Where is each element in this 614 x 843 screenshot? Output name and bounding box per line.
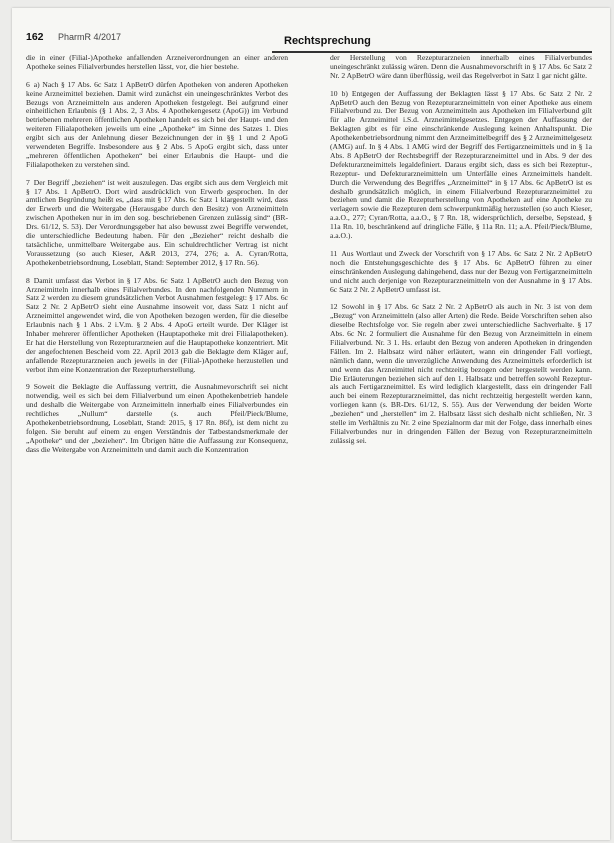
paragraph — [330, 250, 592, 295]
paragraph — [330, 54, 592, 81]
section-title: Rechtsprechung — [284, 35, 371, 47]
paragraph-text: Soweit die Beklagte die Auffassung vertritt, die Ausnahmevorschrift sei nicht notwendig, weil es sich bei dem Filialverbund um einen Apothekenbetrieb handele und deshalb die Weitergabe von Arzneimitteln innerhalb eines Filialverbundes ein rechtliches „Nullum“ darstelle (s. auch Pfeil/Pieck/Blume, Apothekenbetriebsordnung, Loseblatt, Stand: 2015, § 17 Rn. 86f), ist dem nicht zu folgen. Sie beruht auf einem zu engen Verständnis der Tatbestandsmerkmale der „Apotheke“ und der „beziehen“. Im Übrigen hätte die Auffassung zur Konsequenz, dass die Weitergabe von Arzneimitteln und damit auch die Konzentration — [26, 382, 288, 454]
paragraph-number: 10 — [330, 88, 338, 98]
paragraph — [26, 277, 288, 375]
page-number: 162 — [26, 31, 44, 43]
paragraph-number: 6 — [26, 79, 30, 89]
right-column — [330, 54, 592, 455]
document-page — [12, 8, 610, 840]
paragraph — [26, 81, 288, 170]
paragraph-text: Aus Wortlaut und Zweck der Vorschrift von § 17 Abs. 6c Satz 2 Nr. 2 ApBetrO noch die Entstehungsgeschichte des § 17 Abs. 6c ApBetrO führen zu einer einschränkenden Auslegung dahingehend, dass nur der Bezug von Fertigarzneimitteln und nicht auch derjenige von Rezepturarzneimitteln von der Ausnahme in § 17 Abs. 6c Satz 2 Nr. 2 ApBetrO umfasst ist. — [330, 248, 592, 294]
paragraph — [26, 54, 288, 72]
paragraph-text: a) Nach § 17 Abs. 6c Satz 1 ApBetrO dürfen Apotheken von anderen Apotheken keine Arzneimittel beziehen. Damit wird zunächst ein uneingeschränktes Verbot des Bezugs von Arzneimitteln aus anderen Apotheken festgelegt. Bei aufgrund einer einheitlichen Erlaubnis (§ 1 Abs. 2, 3 Abs. 4 Apothekengesetz (ApoG)) im Verbund betriebenen mehreren öffentlichen Apotheken handelt es sich bei der Haupt- und den weiteren Filialapotheken jeweils um eine „Apotheke“ im Sinne des Satzes 1. Dies ergibt sich aus der Anlehnung dieser Bezeichnungen der in §§ 1 und 2 ApoG verwendeten Begriffe. Insbesondere aus § 2 Abs. 5 ApoG ergibt sich, dass unter „mehreren öffentlichen Apotheken“ bei einer Erlaubnis die Haupt- und die Filialapotheken zu verstehen sind. — [26, 79, 288, 169]
paragraph-number: 9 — [26, 382, 30, 392]
paragraph — [330, 303, 592, 446]
journal-citation: PharmR 4/2017 — [58, 32, 122, 42]
paragraph — [26, 383, 288, 454]
left-column — [26, 54, 288, 464]
paragraph-text: der Herstellung von Rezepturarzneien innerhalb eines Filialverbundes uneingeschränkt zulässig wären. Denn die Ausnahmevorschrift in § 17 Abs. 6c Satz 2 Nr. 2 ApBetrO wäre dann überflüssig, weil das Regelverbot in Satz 1 gar nicht gälte. — [330, 53, 592, 80]
paragraph-number: 11 — [330, 248, 338, 258]
paragraph-number: 7 — [26, 177, 30, 187]
paragraph-number: 12 — [330, 302, 338, 312]
page-header — [12, 8, 610, 48]
paragraph-text: Der Begriff „beziehen“ ist weit auszulegen. Das ergibt sich aus dem Vergleich mit § 17 Abs. 1 ApBetrO. Dort wird ausdrücklich von Erwerb gesprochen. In der amtlichen Begründung heißt es, „dass mit § 17 Abs. 6c Satz 1 klargestellt wird, dass der Erwerb und die Weitergabe (Herausgabe durch den Besitz) von Arzneimitteln zwischen Apotheken nur in im den sog. beschriebenen Grenzen zulässig sind“ (BR-Drs. 61/12, S. 53). Der Verordnungsgeber hat also bewusst zwei Begriffe verwendet, die unterschiedliche Bedeutung haben. Für den „Bezieher“ reicht deshalb die tatsächliche, unmittelbare Weitergabe aus. Ein schuldrechtlicher Vertrag ist nicht Voraussetzung (so auch Kieser, A&R 2013, 274, 276; a. A. Cyran/Rotta, Apothekenbetriebsordnung, Loseblatt, Stand: September 2012, § 17 Rn. 56). — [26, 177, 288, 267]
paragraph-text: b) Entgegen der Auffassung der Beklagten lässt § 17 Abs. 6c Satz 2 Nr. 2 ApBetrO auch den Bezug von Rezepturarzneimitteln von einer Apotheke aus einem Filialverbund zu. Der Bezug von Arzneimitteln aus Apotheken im Filialverbund gilt für alle Arzneimittel i.S.d. Arzneimittelgesetzes. Entgegen der Auffassung der Beklagten gibt es für eine einschränkende Auslegung keinen Anhaltspunkt. Die Apothekenbetriebsordnung nimmt den Arzneimittelbegriff des § 2 Arzneimittelgesetz (AMG) auf. In § 4 Abs. 1 AMG wird der Begriff des Fertigarzneimittels und in § 1a Abs. 8 ApBetrO der Rechtsbegriff der Rezepturarzneimittel und in Abs. 9 der des Defekturarzneimittels legaldefiniert. Daraus ergibt sich, dass es sich bei Rezeptur-, Rezeptur- und Defekturarzneimitteln um Unterfälle eines Arzneimittels handelt. Durch die Verwendung des Begriffes „Arzneimittel“ in § 17 Abs. 6c ApBetrO ist es deshalb grundsätzlich möglich, in einem Filialverbund Rezepturarzneimittel zu beziehen und damit die Rezepturherstellung von Apotheken auf eine Apotheke zu verlagern sowie die Rezepturen dem schwerpunktmäßig herzustellen (so auch Kieser, a.a.O., 277; Cyran/Rotta, a.a.O., § 7 Rn. 18, widersprüchlich, derselbe, Sepstead, § 11a Rn. 10, beschränkend auf dringliche Fälle, § 11a Rn. 11; a.A. Pfeil/Pieck/Blume, a.a.O.). — [330, 88, 592, 241]
paragraph-number: 8 — [26, 275, 30, 285]
paragraph-text: Sowohl in § 17 Abs. 6c Satz 2 Nr. 2 ApBetrO als auch in Nr. 3 ist von dem „Bezug“ von Arzneimitteln (also aller Arten) die Rede. Beide Vorschriften sehen also dieselbe Rechtsfolge vor. Sie regeln aber zwei unterschiedliche Sachverhalte. § 17 Abs. 6c Nr. 2 formuliert die Ausnahme für den Bezug von Arzneimitteln in einem Filialverbund. Nr. 3 1. Hs. erlaubt den Bezug von anderen Apotheken in dringenden Fällen. Im 2. Halbsatz wird näher erläutert, wann ein dringender Fall vorliegt, nämlich dann, wenn die unverzügliche Anwendung des Arzneimittels erforderlich ist und wenn das Arzneimittel nicht rechtzeitig bezogen oder hergestellt werden kann. Die Erläuterungen beziehen sich auf den 1. Halbsatz und betreffen sowohl Rezeptur- als auch Fertigarzneimittel. Es wird lediglich klargestellt, dass ein dringender Fall auch bei einem Rezepturarzneimittel, das nicht rechtzeitig hergestellt werden kann, vorliegen kann (s. BR-Drs. 61/12, S. 55). Aus der Verwendung der beiden Worte „beziehen“ und „herstellen“ im 2. Halbsatz lässt sich deshalb nicht schließen, Nr. 3 stelle im Verhältnis zu Nr. 2 eine Spezialnorm dar mit der Folge, dass innerhalb eines Filialverbundes nur in dringenden Fällen der Bezug von Rezepturarzneimitteln zulässig sei. — [330, 302, 592, 445]
paragraph — [330, 90, 592, 241]
paragraph-text: die in einer (Filial-)Apotheke anfallenden Arzneiverordnungen an einer anderen Apotheke seines Filialverbundes herstellen lässt, vor, die hier bestehe. — [26, 53, 288, 71]
paragraph-text: Damit umfasst das Verbot in § 17 Abs. 6c Satz 1 ApBetrO auch den Bezug von Arzneimitteln innerhalb eines Filialverbundes. In den nachfolgenden Nummern in Satz 2 werden zu diesem grundsätzlichen Verbot Ausnahmen festgelegt: § 17 Abs. 6c Satz 2 Nr. 2 ApBetrO sieht eine Ausnahme insoweit vor, dass Satz 1 nicht auf Arzneimittel angewendet wird, die von Apotheken bezogen werden, für die dieselbe Erlaubnis nach § 1 Abs. 2 i.V.m. § 2 Abs. 4 ApoG erteilt wurde. Der Kläger ist Inhaber mehrerer öffentlicher Apotheken (Hauptapotheke mit drei Filialapotheken). Er hat die Herstellung von Rezepturarzneien auf die Hauptapotheke konzentriert. Mit der angefochtenen Bescheid vom 22. April 2013 gab die Beklagte dem Kläger auf, anfallende Rezepturarzneien auch jeweils in der (Filial-)Apotheke herzustellen und verbot ihm eine Konzentration der Rezepturherstellung. — [26, 275, 288, 374]
paragraph — [26, 179, 288, 268]
